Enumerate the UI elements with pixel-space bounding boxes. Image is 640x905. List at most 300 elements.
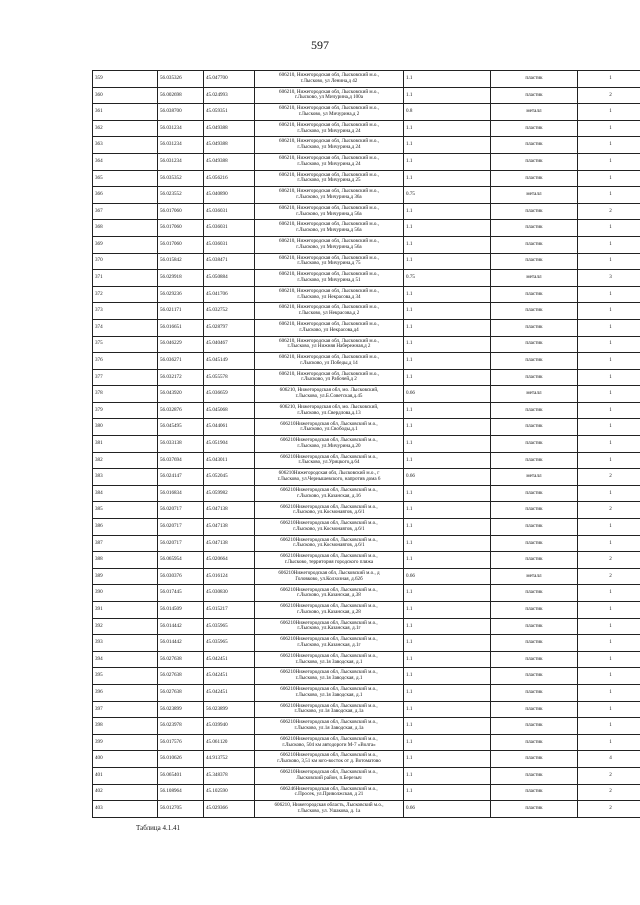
table-row	[93, 386, 640, 403]
address-line-1: 606210, Нижегородская обл, Лысковский м.о.,	[279, 271, 379, 278]
longitude-cell: 45.038471	[204, 253, 255, 270]
row-number: 389	[93, 568, 158, 585]
latitude-cell: 56.108964	[158, 784, 204, 801]
volume-cell: 1.1	[404, 485, 491, 502]
material-cell: пластик	[491, 585, 578, 602]
row-number: 372	[93, 286, 158, 303]
table-row	[93, 419, 640, 436]
row-number: 388	[93, 552, 158, 569]
latitude-cell: 56.029918	[158, 270, 204, 287]
material-cell: пластик	[491, 71, 578, 88]
row-number: 359	[93, 71, 158, 88]
row-number: 401	[93, 767, 158, 784]
volume-cell: 1.1	[404, 585, 491, 602]
row-number: 371	[93, 270, 158, 287]
address-line-1: 606210Нижегородская обл, Лысковский м.о.,	[280, 437, 378, 444]
address-line-2: г.Лысково, ул Мичурина,д 25	[297, 177, 361, 184]
material-cell: пластик	[491, 253, 578, 270]
latitude-cell: 56.032876	[158, 402, 204, 419]
address-cell	[255, 784, 404, 801]
address-line-2: г.Лысково, ул Некрасова,д4	[299, 326, 359, 333]
volume-cell: 1.1	[404, 419, 491, 436]
count-cell: 1	[578, 120, 640, 137]
address-line-2: Головково, ул.Колхозная, д.62б	[295, 575, 363, 582]
longitude-cell: 45.044061	[204, 419, 255, 436]
address-line-2: г.Лысково, ул.1я Заводская, д.1а	[294, 708, 364, 715]
count-cell: 1	[578, 386, 640, 403]
material-cell: пластик	[491, 137, 578, 154]
latitude-cell: 56.035326	[158, 71, 204, 88]
volume-cell: 1.1	[404, 552, 491, 569]
table-row	[93, 402, 640, 419]
address-line-1: 606210, Нижегородская обл, мо. Лысковский,	[279, 387, 379, 394]
material-cell: металл	[491, 469, 578, 486]
count-cell: 4	[578, 751, 640, 768]
count-cell: 1	[578, 618, 640, 635]
volume-cell: 1.1	[404, 402, 491, 419]
count-cell: 1	[578, 668, 640, 685]
latitude-cell: 56.035352	[158, 170, 204, 187]
row-number: 391	[93, 602, 158, 619]
count-cell: 1	[578, 485, 640, 502]
count-cell: 1	[578, 153, 640, 170]
page-number: 597	[311, 38, 329, 52]
count-cell: 1	[578, 220, 640, 237]
row-number: 392	[93, 618, 158, 635]
table-row	[93, 120, 640, 137]
table-row	[93, 734, 640, 751]
address-line-2: г.Лысково, ул. Ушакова, д. 1а	[297, 807, 361, 814]
address-line-1: 606210, Нижегородская область, Лысковский м.о.,	[274, 802, 384, 809]
material-cell: пластик	[491, 319, 578, 336]
address-cell	[255, 436, 404, 453]
address-line-1: 606210, Нижегородская обл, Лысковский м.о.,	[279, 105, 379, 112]
table-row	[93, 220, 640, 237]
table-row	[93, 651, 640, 668]
count-cell: 1	[578, 718, 640, 735]
latitude-cell: 56.016651	[158, 319, 204, 336]
latitude-cell: 56.036271	[158, 353, 204, 370]
row-number: 360	[93, 87, 158, 104]
material-cell: пластик	[491, 635, 578, 652]
longitude-cell: 45.020664	[204, 552, 255, 569]
address-line-1: 606210, Нижегородская обл, Лысковский м.о.,	[279, 171, 379, 178]
longitude-cell: 45.042451	[204, 668, 255, 685]
row-number: 384	[93, 485, 158, 502]
address-cell	[255, 684, 404, 701]
latitude-cell: 56.015842	[158, 253, 204, 270]
address-line-1: 606210Нижегородская обл, Лысковский м.о.,	[280, 453, 378, 460]
address-cell	[255, 386, 404, 403]
latitude-cell: 56.002698	[158, 87, 204, 104]
address-line-1: 606210, Нижегородская обл, Лысковский м.о.,	[279, 370, 379, 377]
latitude-cell: 56.031234	[158, 120, 204, 137]
address-cell	[255, 751, 404, 768]
longitude-cell: 45.015217	[204, 602, 255, 619]
volume-cell: 1.1	[404, 535, 491, 552]
longitude-cell: 56.023899	[204, 701, 255, 718]
longitude-cell: 45.042451	[204, 651, 255, 668]
row-number: 398	[93, 718, 158, 735]
count-cell: 2	[578, 203, 640, 220]
longitude-cell: 45.047138	[204, 519, 255, 536]
address-line-2: г.Лысково, ул.Космонавтов, д.6/1	[293, 542, 365, 549]
address-cell	[255, 452, 404, 469]
volume-cell: 1.1	[404, 502, 491, 519]
table-row	[93, 369, 640, 386]
address-line-2: г.Лысково, ул.Урицкого,д.64	[298, 459, 360, 466]
row-number: 396	[93, 684, 158, 701]
address-line-1: 606210, Нижегородская обл, Лысковский м.о.,	[279, 88, 379, 95]
address-cell	[255, 270, 404, 287]
container-sites-table	[92, 70, 640, 818]
table-row	[93, 701, 640, 718]
material-cell: пластик	[491, 784, 578, 801]
address-cell	[255, 552, 404, 569]
address-line-2: г.Лысково, ул.Космонавтов, д.6/1	[293, 525, 365, 532]
address-line-2: г.Лысково, ул Мичурина,д 24	[297, 160, 361, 167]
address-cell	[255, 87, 404, 104]
volume-cell: 1.1	[404, 120, 491, 137]
address-line-1: 606210, Нижегородская обл, Лысковский м.о.,	[279, 72, 379, 79]
table-row	[93, 602, 640, 619]
address-cell	[255, 585, 404, 602]
table-row	[93, 270, 640, 287]
address-line-2: г.Лысково, ул Некрасова,д 34	[297, 293, 361, 300]
table-row	[93, 353, 640, 370]
address-line-2: г.Лысково, ул.Казанская, д.1г	[297, 641, 361, 648]
volume-cell: 1.1	[404, 734, 491, 751]
table-row	[93, 236, 640, 253]
address-line-1: 606210, Нижегородская обл, Лысковский м.о.,	[279, 138, 379, 145]
longitude-cell: 45.059351	[204, 104, 255, 121]
address-line-2: с.Просек, ул.Приволжская, д 21	[294, 791, 364, 798]
longitude-cell: 45.045149	[204, 353, 255, 370]
volume-cell: 1.1	[404, 684, 491, 701]
address-line-1: 606210, Нижегородская обл, мо. Лысковский,	[279, 403, 379, 410]
table-body	[93, 71, 640, 818]
address-line-1: 606210, Нижегородская обл, Лысковский м.о.,	[279, 188, 379, 195]
material-cell: пластик	[491, 801, 578, 818]
count-cell: 1	[578, 303, 640, 320]
address-cell	[255, 801, 404, 818]
longitude-cell: 45.016124	[204, 568, 255, 585]
address-cell	[255, 336, 404, 353]
latitude-cell: 56.043920	[158, 386, 204, 403]
longitude-cell: 45.049388	[204, 153, 255, 170]
table-row	[93, 469, 640, 486]
table-row	[93, 535, 640, 552]
row-number: 381	[93, 436, 158, 453]
volume-cell: 0.66	[404, 469, 491, 486]
row-number: 366	[93, 187, 158, 204]
address-line-2: г.Лысково, ул.Казанская, д.1г	[297, 625, 361, 632]
address-line-1: 606210Нижегородская обл, Лысковский м.о.,	[280, 619, 378, 626]
latitude-cell: 56.020717	[158, 535, 204, 552]
address-line-2: г.Лысково, ул Мичурина,д 56а	[296, 243, 362, 250]
address-line-2: г.Лысково, ул.Чернышевского, напротив дома 6	[277, 476, 381, 483]
latitude-cell: 56.017445	[158, 585, 204, 602]
material-cell: пластик	[491, 419, 578, 436]
row-number: 383	[93, 469, 158, 486]
longitude-cell: 45.035965	[204, 635, 255, 652]
row-number: 363	[93, 137, 158, 154]
latitude-cell: 56.014442	[158, 618, 204, 635]
count-cell: 2	[578, 552, 640, 569]
longitude-cell: 45.056216	[204, 170, 255, 187]
volume-cell: 0.75	[404, 187, 491, 204]
latitude-cell: 56.038700	[158, 104, 204, 121]
volume-cell: 1.1	[404, 87, 491, 104]
address-cell	[255, 519, 404, 536]
table-row	[93, 153, 640, 170]
address-line-2: г.Лысково, ул.Б.Советская,д.45	[295, 393, 363, 400]
material-cell: пластик	[491, 751, 578, 768]
address-line-1: 606246Нижегородская обл, Лысковский м.о.,	[280, 785, 378, 792]
material-cell: пластик	[491, 170, 578, 187]
material-cell: пластик	[491, 120, 578, 137]
address-cell	[255, 137, 404, 154]
latitude-cell: 56.014509	[158, 602, 204, 619]
material-cell: пластик	[491, 369, 578, 386]
address-cell	[255, 402, 404, 419]
count-cell: 1	[578, 436, 640, 453]
volume-cell: 0.66	[404, 568, 491, 585]
table-row	[93, 552, 640, 569]
address-cell	[255, 602, 404, 619]
material-cell: пластик	[491, 618, 578, 635]
longitude-cell: 45.040467	[204, 336, 255, 353]
address-line-2: г.Лысково, ул.Казанская, д.38	[297, 592, 361, 599]
address-cell	[255, 485, 404, 502]
volume-cell: 1.1	[404, 436, 491, 453]
material-cell: пластик	[491, 767, 578, 784]
address-line-1: 606210, Нижегородская обл, Лысковский м.о.,	[279, 155, 379, 162]
address-line-2: г.Лысково, 3,51 км юго-восток от д. Вотоматово	[277, 758, 381, 765]
material-cell: пластик	[491, 303, 578, 320]
count-cell: 1	[578, 319, 640, 336]
count-cell: 2	[578, 568, 640, 585]
material-cell: пластик	[491, 87, 578, 104]
longitude-cell: 45.348378	[204, 767, 255, 784]
address-line-2: г.Лысково, ул Ленина,д 42	[300, 77, 358, 84]
longitude-cell: 45.036031	[204, 203, 255, 220]
count-cell: 1	[578, 684, 640, 701]
volume-cell: 1.1	[404, 353, 491, 370]
count-cell: 1	[578, 452, 640, 469]
latitude-cell: 56.017060	[158, 236, 204, 253]
count-cell: 2	[578, 87, 640, 104]
longitude-cell: 45.041706	[204, 286, 255, 303]
count-cell: 1	[578, 519, 640, 536]
count-cell: 1	[578, 651, 640, 668]
table-row	[93, 336, 640, 353]
row-number: 395	[93, 668, 158, 685]
address-line-2: г.Лысково, ул Мичурина,д 75	[297, 260, 361, 267]
volume-cell: 1.1	[404, 236, 491, 253]
table-row	[93, 187, 640, 204]
address-line-2: г.Лысково, ул Мичурина,д 51	[297, 276, 361, 283]
material-cell: пластик	[491, 552, 578, 569]
row-number: 403	[93, 801, 158, 818]
material-cell: пластик	[491, 701, 578, 718]
table-row	[93, 718, 640, 735]
address-cell	[255, 170, 404, 187]
material-cell: пластик	[491, 236, 578, 253]
count-cell: 1	[578, 236, 640, 253]
volume-cell: 1.1	[404, 635, 491, 652]
count-cell: 3	[578, 270, 640, 287]
latitude-cell: 56.027638	[158, 684, 204, 701]
address-line-1: 606210Нижегородская обл, Лысковский м.о.,	[280, 603, 378, 610]
address-line-1: 606210, Нижегородская обл, Лысковский м.о.,	[279, 204, 379, 211]
volume-cell: 1.1	[404, 668, 491, 685]
address-line-2: г.Лысково, ул Нижняя Набережная,д 2	[287, 343, 371, 350]
longitude-cell: 44.913752	[204, 751, 255, 768]
address-cell	[255, 220, 404, 237]
address-cell	[255, 353, 404, 370]
address-line-1: 606210Нижегородская обл, Лысковский м.о.,	[280, 553, 378, 560]
count-cell: 1	[578, 402, 640, 419]
longitude-cell: 45.050884	[204, 270, 255, 287]
volume-cell: 1.1	[404, 286, 491, 303]
volume-cell: 0.75	[404, 270, 491, 287]
row-number: 376	[93, 353, 158, 370]
table-row	[93, 87, 640, 104]
latitude-cell: 56.065954	[158, 552, 204, 569]
count-cell: 1	[578, 336, 640, 353]
material-cell: пластик	[491, 519, 578, 536]
longitude-cell: 45.059982	[204, 485, 255, 502]
table-row	[93, 502, 640, 519]
count-cell: 1	[578, 419, 640, 436]
address-line-1: 606210Нижегородская обл, Лысковский м.о.,	[280, 536, 378, 543]
volume-cell: 1.1	[404, 651, 491, 668]
volume-cell: 1.1	[404, 220, 491, 237]
table-row	[93, 137, 640, 154]
volume-cell: 1.1	[404, 153, 491, 170]
volume-cell: 1.1	[404, 253, 491, 270]
table-row	[93, 170, 640, 187]
longitude-cell: 45.035965	[204, 618, 255, 635]
address-line-2: г.Лысково, ул.Свердлова,д.13	[297, 409, 361, 416]
address-cell	[255, 71, 404, 88]
longitude-cell: 45.036659	[204, 386, 255, 403]
address-cell	[255, 701, 404, 718]
table-row	[93, 668, 640, 685]
address-cell	[255, 303, 404, 320]
address-cell	[255, 104, 404, 121]
count-cell: 2	[578, 801, 640, 818]
row-number: 370	[93, 253, 158, 270]
address-line-2: г.Лысково, ул Мичурина,д 36а	[296, 193, 362, 200]
material-cell: пластик	[491, 353, 578, 370]
table-row	[93, 203, 640, 220]
address-cell	[255, 236, 404, 253]
table-row	[93, 618, 640, 635]
address-line-2: г.Лысково, ул Некрасова,д 2	[298, 310, 360, 317]
latitude-cell: 56.046229	[158, 336, 204, 353]
count-cell: 2	[578, 502, 640, 519]
address-line-1: 606210, Нижегородская обл, Лысковский м.о.,	[279, 321, 379, 327]
volume-cell: 1.1	[404, 319, 491, 336]
material-cell: пластик	[491, 684, 578, 701]
table-row	[93, 767, 640, 784]
volume-cell: 1.1	[404, 170, 491, 187]
row-number: 400	[93, 751, 158, 768]
count-cell: 1	[578, 535, 640, 552]
address-line-2: г.Лысково, ул.Казанская, д.28	[297, 608, 361, 615]
latitude-cell: 56.065401	[158, 767, 204, 784]
address-cell	[255, 120, 404, 137]
longitude-cell: 45.040890	[204, 187, 255, 204]
address-line-2: г.Лысково, 504 км автодороги М-7 «Волга»	[282, 741, 376, 748]
table-row	[93, 585, 640, 602]
table-row	[93, 751, 640, 768]
row-number: 393	[93, 635, 158, 652]
material-cell: пластик	[491, 402, 578, 419]
longitude-cell: 45.036031	[204, 236, 255, 253]
row-number: 387	[93, 535, 158, 552]
address-line-2: г.Лысково, ул.1я Заводская, д.1	[295, 675, 363, 682]
address-cell	[255, 651, 404, 668]
address-line-1: 606210, Нижегородская обл, Лысковский м.о.,	[279, 287, 379, 294]
address-line-1: 606210Нижегородская обл, Лысковский м.о., г	[278, 470, 380, 477]
address-cell	[255, 286, 404, 303]
table-row	[93, 519, 640, 536]
longitude-cell: 45.049388	[204, 120, 255, 137]
address-line-1: 606210Нижегородская обл, Лысковский м.о.,	[280, 752, 378, 759]
address-cell	[255, 718, 404, 735]
longitude-cell: 45.055578	[204, 369, 255, 386]
row-number: 364	[93, 153, 158, 170]
longitude-cell: 45.047700	[204, 71, 255, 88]
volume-cell: 1.1	[404, 784, 491, 801]
address-line-1: 606210Нижегородская обл, Лысковский м.о.,	[280, 420, 378, 427]
row-number: 365	[93, 170, 158, 187]
row-number: 399	[93, 734, 158, 751]
row-number: 362	[93, 120, 158, 137]
material-cell: пластик	[491, 734, 578, 751]
count-cell: 1	[578, 369, 640, 386]
address-line-1: 606210Нижегородская обл, Лысковский м.о.,	[280, 486, 378, 493]
material-cell: пластик	[491, 203, 578, 220]
material-cell: металл	[491, 386, 578, 403]
table-row	[93, 436, 640, 453]
count-cell: 2	[578, 469, 640, 486]
address-line-2: г.Лысково, ул Мичурина,д 56а	[296, 227, 362, 234]
latitude-cell: 56.023899	[158, 701, 204, 718]
material-cell: пластик	[491, 286, 578, 303]
count-cell: 1	[578, 170, 640, 187]
address-line-1: 606210Нижегородская обл, Лысковский м.о.,	[280, 702, 378, 709]
material-cell: пластик	[491, 220, 578, 237]
latitude-cell: 56.021171	[158, 303, 204, 320]
table-row	[93, 684, 640, 701]
volume-cell: 1.1	[404, 203, 491, 220]
latitude-cell: 56.027638	[158, 651, 204, 668]
row-number: 380	[93, 419, 158, 436]
latitude-cell: 56.027638	[158, 668, 204, 685]
material-cell: металл	[491, 104, 578, 121]
volume-cell: 1.1	[404, 618, 491, 635]
latitude-cell: 56.017060	[158, 220, 204, 237]
latitude-cell: 56.016834	[158, 485, 204, 502]
table-row	[93, 568, 640, 585]
longitude-cell: 45.049388	[204, 137, 255, 154]
latitude-cell: 56.017576	[158, 734, 204, 751]
address-line-1: 606210Нижегородская обл, Лысковский м.о.,	[280, 735, 378, 742]
